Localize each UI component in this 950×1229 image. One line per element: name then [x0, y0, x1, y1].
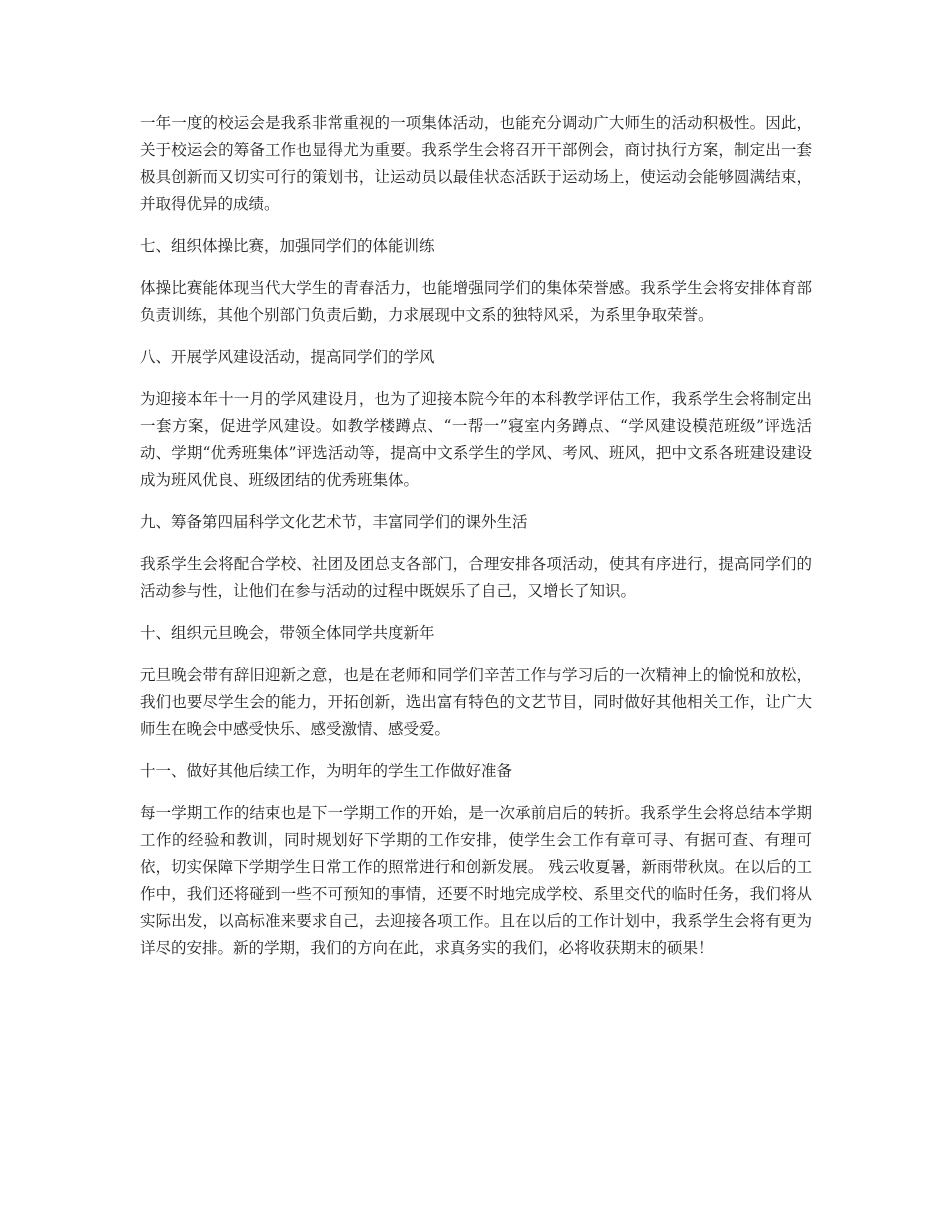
heading-section-9: 九、筹备第四届科学文化艺术节，丰富同学们的课外生活 [140, 513, 528, 531]
paragraph-sports-meet: 一年一度的校运会是我系非常重视的一项集体活动，也能充分调动广大师生的活动积极性。因此，关于校运会的筹备工作也显得尤为重要。我系学生会将召开干部例会，商讨执行方案，制定出一套极具创新而又切实可行的策划书，让运动员以最佳状态活跃于运动场上，使运动会能够圆满结束，并取得优异的成绩。 [140, 114, 812, 213]
heading-section-7: 七、组织体操比赛，加强同学们的体能训练 [140, 237, 435, 255]
paragraph-art-festival: 我系学生会将配合学校、社团及团总支各部门，合理安排各项活动，使其有序进行，提高同学们的活动参与性，让他们在参与活动的过程中既娱乐了自己，又增长了知识。 [140, 555, 812, 600]
paragraph-follow-up: 每一学期工作的结束也是下一学期工作的开始，是一次承前启后的转折。我系学生会将总结本学期工作的经验和教训，同时规划好下学期的工作安排，使学生会工作有章可寻、有据可查、有理可依，切实保障下学期学生日常工作的照常进行和创新发展。 残云收夏暑，新雨带秋岚。在以后的工作中，我们还将碰到一些不可预知的事情，还要不时地完成学校、系里交代的临时任务，我们将从实际出发，以高标准来要求自己，去迎接各项工作。且在以后的工作计划中，我系学生会将有更为详尽的安排。新的学期，我们的方向在此，求真务实的我们，必将收获期末的硕果！ [140, 804, 812, 957]
heading-section-10: 十、组织元旦晚会，带领全体同学共度新年 [140, 624, 435, 642]
paragraph-study-style: 为迎接本年十一月的学风建设月，也为了迎接本院今年的本科教学评估工作，我系学生会将制定出一套方案，促进学风建设。如教学楼蹲点、“一帮一”寝室内务蹲点、“学风建设模范班级”评选活动、学期“优秀班集体”评选活动等，提高中文系学生的学风、考风、班风，把中文系各班建设建设成为班风优良、班级团结的优秀班集体。 [140, 390, 812, 489]
document-page [140, 110, 812, 977]
paragraph-gymnastics: 体操比赛能体现当代大学生的青春活力，也能增强同学们的集体荣誉感。我系学生会将安排体育部负责训练，其他个别部门负责后勤，力求展现中文系的独特风采，为系里争取荣誉。 [140, 279, 812, 324]
heading-section-8: 八、开展学风建设活动，提高同学们的学风 [140, 348, 435, 366]
heading-section-11: 十一、做好其他后续工作，为明年的学生工作做好准备 [140, 762, 513, 780]
paragraph-new-year-gala: 元旦晚会带有辞旧迎新之意，也是在老师和同学们辛苦工作与学习后的一次精神上的愉悦和放松，我们也要尽学生会的能力，开拓创新，选出富有特色的文艺节目，同时做好其他相关工作，让广大师生在晚会中感受快乐、感受激情、感受爱。 [140, 666, 812, 738]
